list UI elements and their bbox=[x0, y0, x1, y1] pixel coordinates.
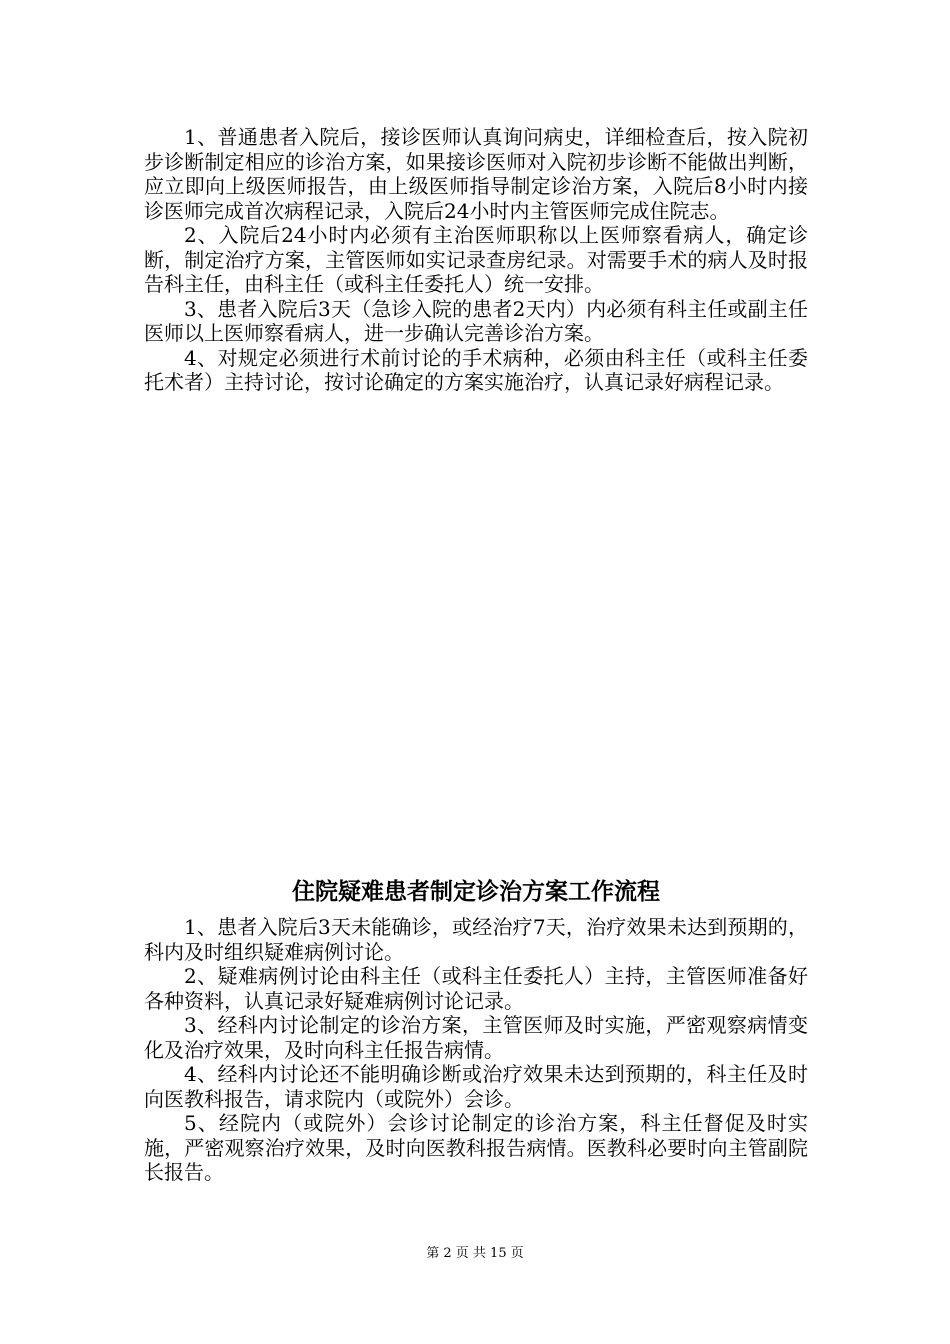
paragraph-2: 2、入院后24小时内必须有主治医师职称以上医师察看病人，确定诊断，制定治疗方案，主管医师如实记录查房纪录。对需要手术的病人及时报告科主任，由科主任（或科主任委托人）统一安排。 bbox=[144, 223, 808, 296]
paragraph-4: 4、对规定必须进行术前讨论的手术病种，必须由科主任（或科主任委托术者）主持讨论，按讨论确定的方案实施治疗，认真记录好病程记录。 bbox=[144, 345, 808, 394]
paragraph-5: 5、经院内（或院外）会诊讨论制定的诊治方案，科主任督促及时实施，严密观察治疗效果，及时向医教科报告病情。医教科必要时向主管副院长报告。 bbox=[144, 1111, 808, 1184]
page-number-footer: 第 2 页 共 15 页 bbox=[426, 1246, 524, 1261]
difficult-case-section bbox=[144, 875, 808, 1185]
section-title: 住院疑难患者制定诊治方案工作流程 bbox=[292, 878, 660, 905]
paragraph-1: 1、普通患者入院后，接诊医师认真询问病史，详细检查后，按入院初步诊断制定相应的诊治方案，如果接诊医师对入院初步诊断不能做出判断，应立即向上级医师报告，由上级医师指导制定诊治方案，入院后8小时内接诊医师完成首次病程记录，入院后24小时内主管医师完成住院志。 bbox=[144, 125, 808, 223]
paragraph-1: 1、患者入院后3天未能确诊，或经治疗7天，治疗效果未达到预期的，科内及时组织疑难病例讨论。 bbox=[144, 915, 808, 964]
paragraph-3: 3、患者入院后3天（急诊入院的患者2天内）内必须有科主任或副主任医师以上医师察看病人，进一步确认完善诊治方案。 bbox=[144, 296, 808, 345]
paragraph-2: 2、疑难病例讨论由科主任（或科主任委托人）主持，主管医师准备好各种资料，认真记录好疑难病例讨论记录。 bbox=[144, 964, 808, 1013]
paragraph-3: 3、经科内讨论制定的诊治方案，主管医师及时实施，严密观察病情变化及治疗效果，及时向科主任报告病情。 bbox=[144, 1013, 808, 1062]
paragraph-4: 4、经科内讨论还不能明确诊断或治疗效果未达到预期的，科主任及时向医教科报告，请求院内（或院外）会诊。 bbox=[144, 1062, 808, 1111]
admission-procedure-section bbox=[144, 125, 808, 395]
